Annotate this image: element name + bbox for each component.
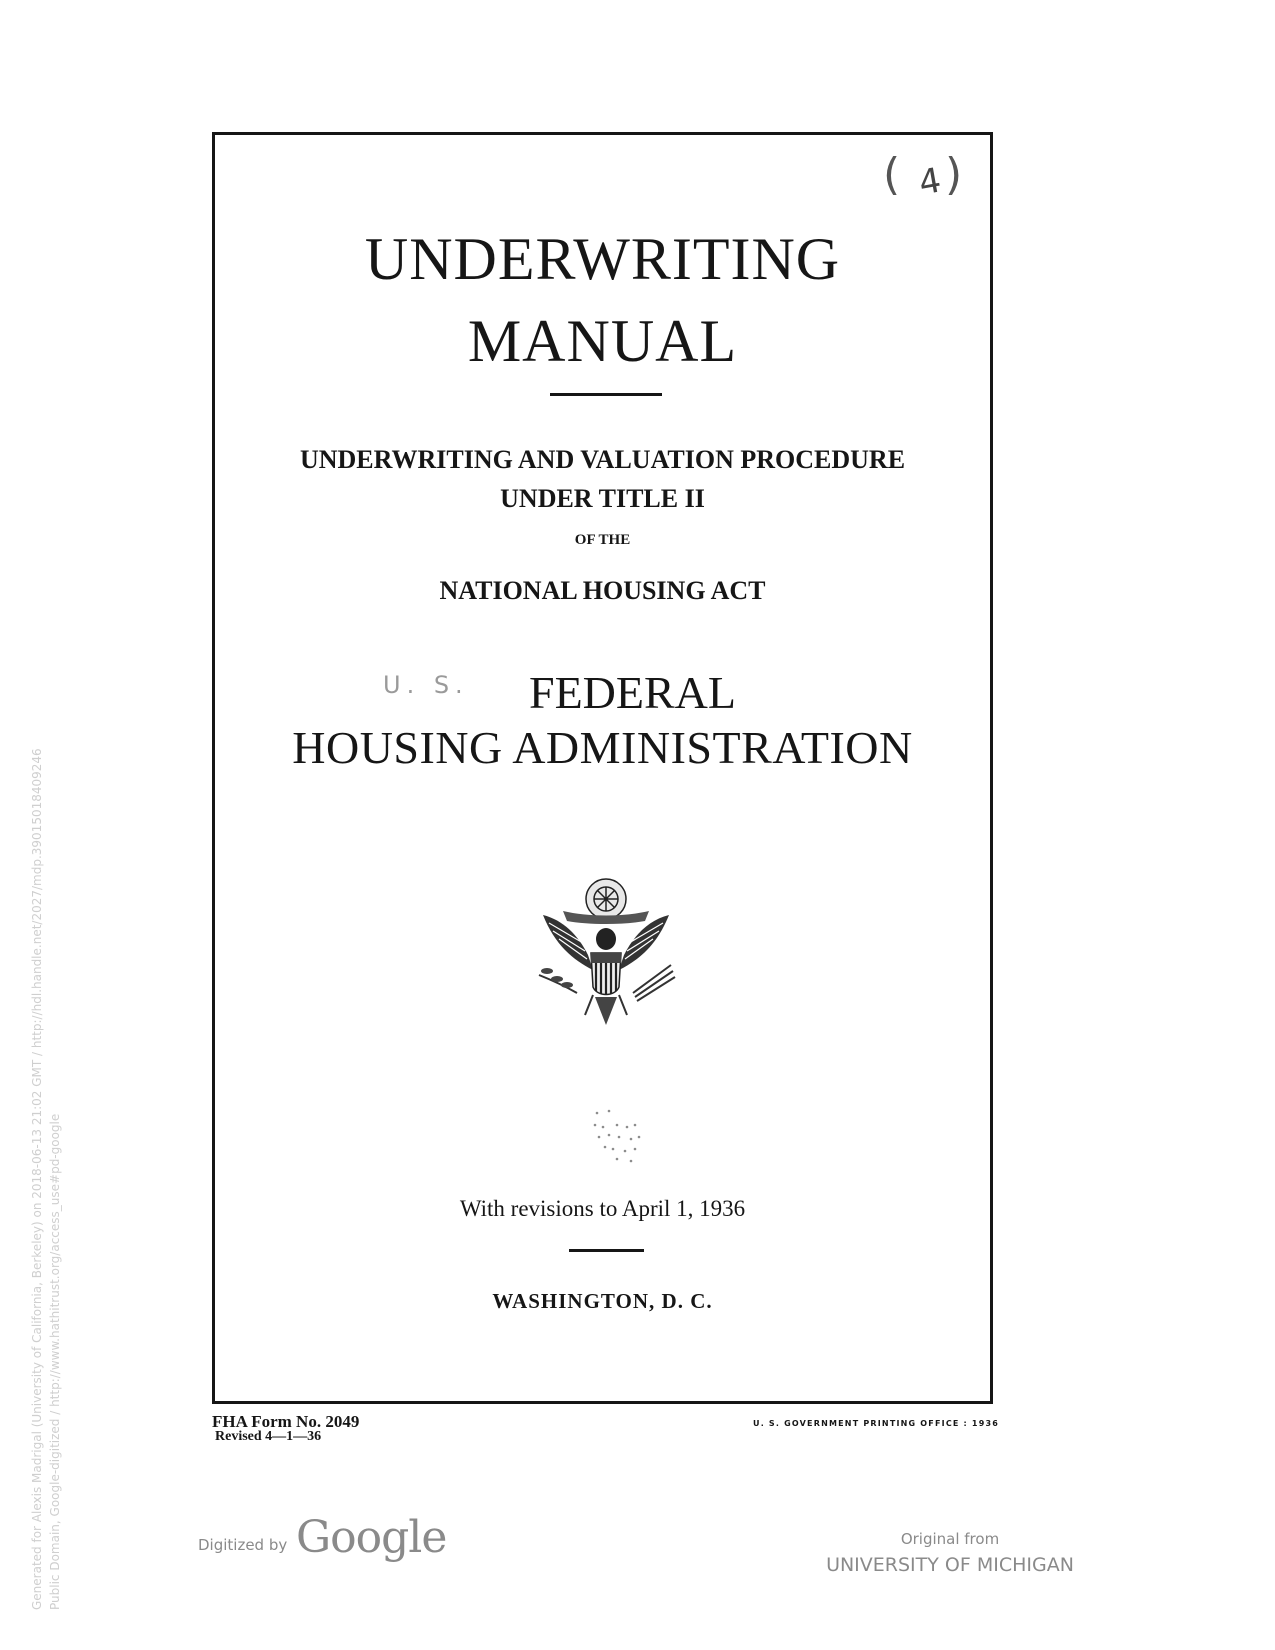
title-divider [550, 393, 662, 396]
google-logo: Google [296, 1512, 447, 1563]
access-watermark-line-1: Generated for Alexis Madrigal (University of California, Berkeley) on 2018-06-13 21:02 GMT / http://hdl.handle.net/2027/mdp.39015018409246 [30, 748, 44, 1610]
library-stamp-icon [587, 1105, 647, 1165]
access-watermark-line-2: Public Domain, Google-digitized / http://www.hathitrust.org/access_use#pd-google [48, 1113, 62, 1610]
source-university: UNIVERSITY OF MICHIGAN [826, 1554, 1074, 1576]
handwritten-paren-right: ) [945, 149, 963, 200]
title-line-2: MANUAL [467, 308, 738, 374]
great-seal-eagle-icon [533, 875, 679, 1027]
revisions-divider [569, 1249, 644, 1252]
subtitle-line-3: OF THE [574, 532, 631, 548]
handwritten-paren-left: ( [883, 149, 901, 200]
agency-line-2: HOUSING ADMINISTRATION [292, 722, 913, 773]
subtitle-line-4: NATIONAL HOUSING ACT [439, 576, 766, 605]
subtitle-line-2: UNDER TITLE II [500, 484, 705, 513]
form-number: FHA Form No. 2049 [212, 1412, 360, 1431]
agency-line-1: FEDERAL [529, 667, 736, 718]
original-from-label: Original from [900, 1530, 1000, 1548]
form-revised: Revised 4—1—36 [215, 1429, 322, 1444]
handwritten-page-number: 4 [915, 160, 945, 204]
revisions-note: With revisions to April 1, 1936 [459, 1196, 746, 1221]
title-page-frame [212, 132, 993, 1404]
access-watermark [28, 748, 64, 1610]
place-of-publication: WASHINGTON, D. C. [492, 1289, 713, 1313]
title-line-1: UNDERWRITING [364, 226, 841, 292]
digitized-by-label: Digitized by [198, 1536, 288, 1554]
subtitle-line-1: UNDERWRITING AND VALUATION PROCEDURE [299, 445, 906, 474]
handwritten-prefix: U. S. [383, 671, 469, 699]
printer-imprint: U. S. GOVERNMENT PRINTING OFFICE : 1936 [753, 1419, 999, 1428]
